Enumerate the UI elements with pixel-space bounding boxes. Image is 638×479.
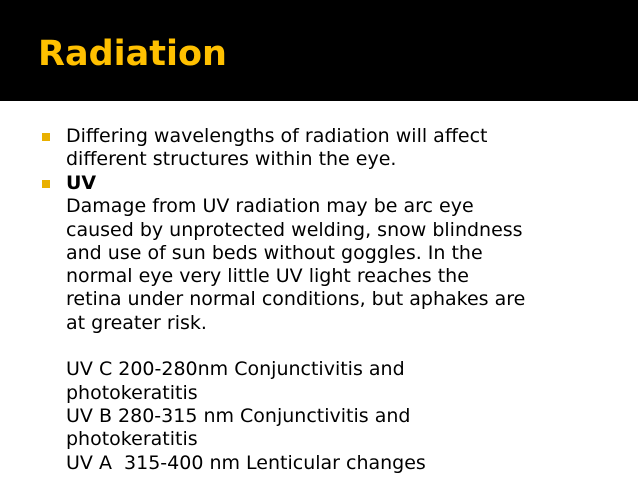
uv-range-line: photokeratitis (66, 428, 198, 451)
bullet-text (66, 172, 632, 475)
title-band (0, 0, 638, 100)
text-line: Damage from UV radiation may be arc eye (66, 195, 474, 218)
uv-range-line: UV B 280-315 nm Conjunctivitis and (66, 404, 411, 427)
text-line: and use of sun beds without goggles. In the (66, 241, 483, 264)
uv-range-line: UV A 315-400 nm Lenticular changes (66, 451, 426, 474)
text-line: at greater risk. (66, 311, 207, 334)
uv-heading: UV (66, 172, 97, 194)
uv-range-line: UV C 200-280nm Conjunctivitis and (66, 358, 405, 381)
square-bullet-icon (42, 180, 50, 188)
slide-title: Radiation (38, 34, 227, 74)
text-line: Differing wavelengths of radiation will affect (66, 125, 488, 147)
text-line: retina under normal conditions, but aphakes are (66, 288, 526, 311)
uv-range-line: photokeratitis (66, 381, 198, 404)
text-line: normal eye very little UV light reaches the (66, 265, 469, 288)
square-bullet-icon (42, 133, 50, 141)
text-line: caused by unprotected welding, snow blindness (66, 218, 523, 241)
blank-line (66, 335, 632, 358)
text-line: different structures within the eye. (66, 148, 397, 171)
bullet-text (66, 125, 632, 172)
